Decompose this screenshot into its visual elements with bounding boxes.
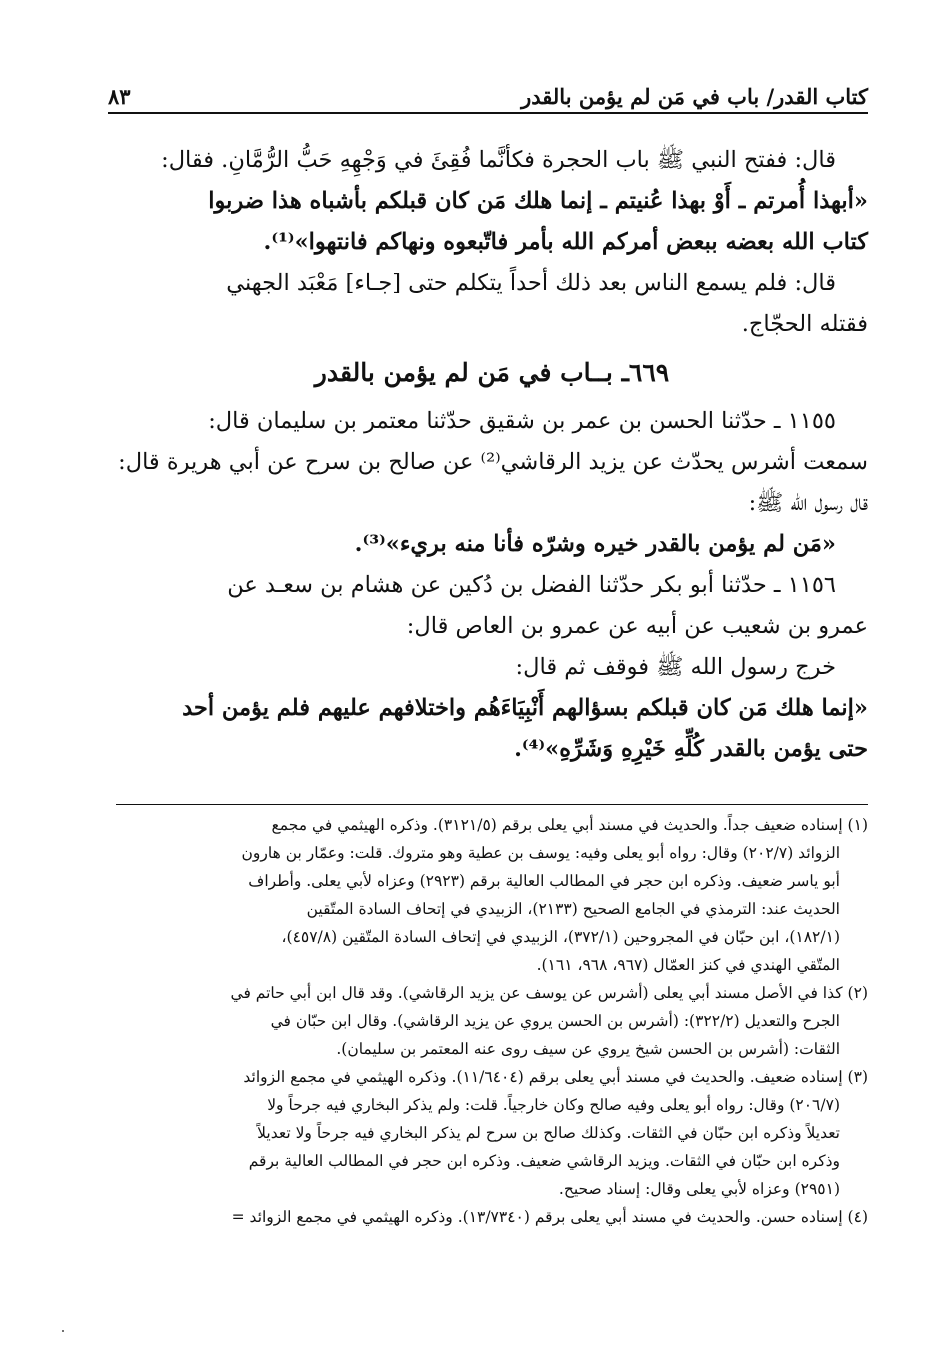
- hadith-isnad-line: سمعت أشرس يحدّث عن يزيد الرقاشي⁽²⁾ عن صالح بن سرح عن أبي هريرة قال:: [118, 449, 868, 475]
- page-number: ٨٣: [108, 84, 131, 109]
- hadith-quote-line: «أبهذا أُمرتم ـ أَوْ بهذا عُنيتم ـ إنما هلك مَن كان قبلكم بأشباه هذا ضربوا: [208, 188, 868, 214]
- hadith-isnad-line: قال رسول الله ﷺ:: [748, 490, 868, 516]
- footnote-line: (٤) إسناده حسن. والحديث في مسند أبي يعلى برقم (١٣/٧٣٤٠). وذكره الهيثمي في مجمع الزوائد =: [231, 1208, 868, 1226]
- footnote-3: [116, 1063, 868, 1203]
- scan-speck: [62, 1330, 64, 1332]
- hadith-isnad-line: عمرو بن شعيب عن أبيه عن عمرو بن العاص قال:: [406, 613, 868, 639]
- hadith-quote-line: حتى يؤمن بالقدر كُلِّهِ خَيْرِهِ وَشَرِّهِ»⁽⁴⁾.: [514, 736, 868, 762]
- hadith-isnad-line: ١١٥٥ ـ حدّثنا الحسن بن عمر بن شقيق حدّثنا معتمر بن سليمان قال:: [208, 408, 836, 434]
- footnote-1: [116, 811, 868, 979]
- footnote-line: (٢٠٦/٧) وقال: رواه أبو يعلى وفيه صالح وكان خارجياً. قلت: ولم يذكر البخاري فيه جرحاً ولا: [267, 1096, 840, 1114]
- footnote-line: (٢) كذا في الأصل مسند أبي يعلى (أشرس عن يوسف عن يزيد الرقاشي). وقد قال ابن أبي حاتم في: [230, 984, 868, 1002]
- footnote-line: الحديث عند: الترمذي في الجامع الصحيح (٢١٣٣)، الزبيدي في إتحاف السادة المتّقين: [306, 900, 840, 918]
- text-line: فقتله الحجّاج.: [741, 311, 868, 337]
- footnote-line: (١) إسناده ضعيف جداً. والحديث في مسند أبي يعلى برقم (٣١٢١/٥). وذكره الهيثمي في مجمع: [271, 816, 868, 834]
- footnote-line: الجرح والتعديل (٣٢٢/٢): (أشرس بن الحسن يروي عن يزيد الرقاشي). وقال ابن حبّان في: [270, 1012, 840, 1030]
- hadith-isnad-line: خرج رسول الله ﷺ فوقف ثم قال:: [515, 654, 836, 680]
- footnote-4: [116, 1203, 868, 1231]
- hadith-quote-line: «إنما هلك مَن كان قبلكم بسؤالهم أَنْبِيَاءَهُم واختلافهم عليهم فلم يؤمن أحد: [182, 695, 868, 721]
- footnotes: [116, 804, 868, 1231]
- footnote-line: (١٨٢/١)، ابن حبّان في المجروحين (٣٧٢/١)، الزبيدي في إتحاف السادة المتّقين (٤٥٧/٨)،: [281, 928, 840, 946]
- main-text: [116, 140, 868, 770]
- footnote-line: (٢٩٥١) وعزاه لأبي يعلى وقال: إسناد صحيح.: [558, 1180, 840, 1198]
- footnote-line: وذكره ابن حبّان في الثقات. ويزيد الرقاشي ضعيف. وذكره ابن حجر في المطالب العالية برقم: [248, 1152, 840, 1170]
- footnote-line: الزوائد (٢٠٢/٧) وقال: رواه أبو يعلى وفيه: يوسف بن عطية وهو متروك. قلت: وعمّار بن هارون: [241, 844, 840, 862]
- running-title: كتاب القدر/ باب في مَن لم يؤمن بالقدر: [521, 84, 868, 109]
- text-line: قال: فلم يسمع الناس بعد ذلك أحداً يتكلم حتى [جـاء] مَعْبَد الجهني: [226, 270, 836, 296]
- chapter-heading: ٦٦٩ـ بــاب في مَن لم يؤمن بالقدر: [314, 358, 670, 387]
- footnote-line: تعديلاً وذكره ابن حبّان في الثقات. وكذلك صالح بن سرح لم يذكر البخاري فيه جرحاً ولا تعديلاً: [257, 1124, 840, 1142]
- footnote-line: المتّقي الهندي في كنز العمّال (٩٦٧، ٩٦٨، ١٦١).: [536, 956, 840, 974]
- hadith-quote-line: كتاب الله بعضه ببعض أمركم الله بأمر فاتّبعوه ونهاكم فانتهوا»⁽¹⁾.: [263, 229, 868, 255]
- footnote-line: الثقات: (أشرس بن الحسن شيخ يروي عن سيف روى عنه المعتمر بن سليمان).: [336, 1040, 840, 1058]
- footnote-line: أبو ياسر ضعيف. وذكره ابن حجر في المطالب العالية برقم (٢٩٢٣) وعزاه لأبي يعلى. وأطراف: [248, 872, 840, 890]
- hadith-isnad-line: ١١٥٦ ـ حدّثنا أبو بكر حدّثنا الفضل بن دُكين عن هشام بن سعـد عن: [227, 572, 836, 598]
- text-line: قال: ففتح النبي ﷺ باب الحجرة فكأنَّما فُقِئَ في وَجْهِهِ حَبُّ الرُّمَّانِ. فقال:: [161, 147, 836, 173]
- hadith-quote-line: «مَن لم يؤمن بالقدر خيره وشرّه فأنا منه بريء»⁽³⁾.: [354, 531, 836, 557]
- page-header: [108, 84, 868, 114]
- footnote-2: [116, 979, 868, 1063]
- footnote-line: (٣) إسناده ضعيف. والحديث في مسند أبي يعلى برقم (١١/٦٤٠٤). وذكره الهيثمي في مجمع الزوائد: [243, 1068, 868, 1086]
